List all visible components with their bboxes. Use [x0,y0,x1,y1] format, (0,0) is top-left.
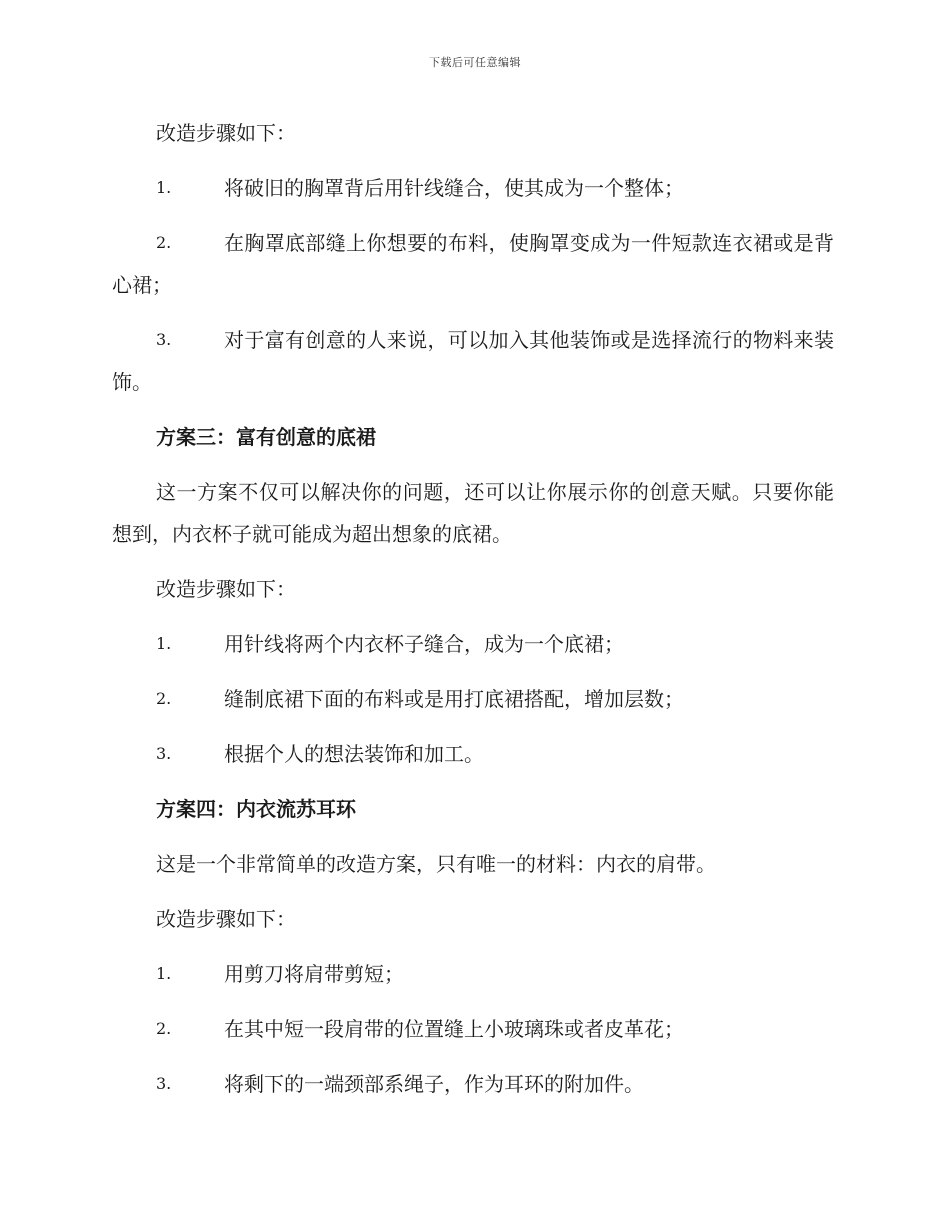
section-paragraph: 这一方案不仅可以解决你的问题，还可以让你展示你的创意天赋。只要你能想到，内衣杯子就可能成为超出想象的底裙。 [112,480,834,546]
section-heading: 方案四：内衣流苏耳环 [156,797,356,821]
steps-intro: 改造步骤如下： [156,121,296,145]
list-item [112,733,834,775]
list-item-text: 根据个人的想法装饰和加工。 [224,742,484,766]
list-number: 2. [156,1019,172,1038]
list-item-text: 缝制底裙下面的布料或是用打底裙搭配，增加层数； [224,687,684,711]
list-number: 1. [156,634,172,653]
list-item [112,222,834,306]
list-number: 1. [156,178,172,197]
steps-intro: 改造步骤如下： [156,577,296,601]
page-header: 下载后可任意编辑 [429,56,521,69]
list-number: 3. [156,330,172,349]
list-item-text: 在胸罩底部缝上你想要的布料，使胸罩变成为一件短款连衣裙或是背心裙； [112,231,834,297]
list-item-text: 对于富有创意的人来说，可以加入其他装饰或是选择流行的物料来装饰。 [112,328,834,394]
list-item-text: 将剩下的一端颈部系绳子，作为耳环的附加件。 [224,1072,644,1096]
list-item [112,1008,834,1050]
list-item-text: 将破旧的胸罩背后用针线缝合，使其成为一个整体； [224,176,684,200]
section-heading: 方案三：富有创意的底裙 [156,425,376,449]
list-number: 3. [156,1074,172,1093]
list-item [112,623,834,665]
list-number: 3. [156,744,172,763]
list-item-text: 用针线将两个内衣杯子缝合，成为一个底裙； [224,632,624,656]
list-item [112,167,834,209]
section-paragraph: 这是一个非常简单的改造方案，只有唯一的材料：内衣的肩带。 [156,852,716,876]
list-item-text: 在其中短一段肩带的位置缝上小玻璃珠或者皮革花； [224,1017,684,1041]
list-number: 1. [156,964,172,983]
list-number: 2. [156,689,172,708]
list-item [112,319,834,403]
list-item [112,678,834,720]
steps-intro: 改造步骤如下： [156,907,296,931]
list-item-text: 用剪刀将肩带剪短； [224,962,404,986]
list-item [112,1063,834,1105]
list-number: 2. [156,233,172,252]
list-item [112,953,834,995]
document-body [112,112,834,1118]
